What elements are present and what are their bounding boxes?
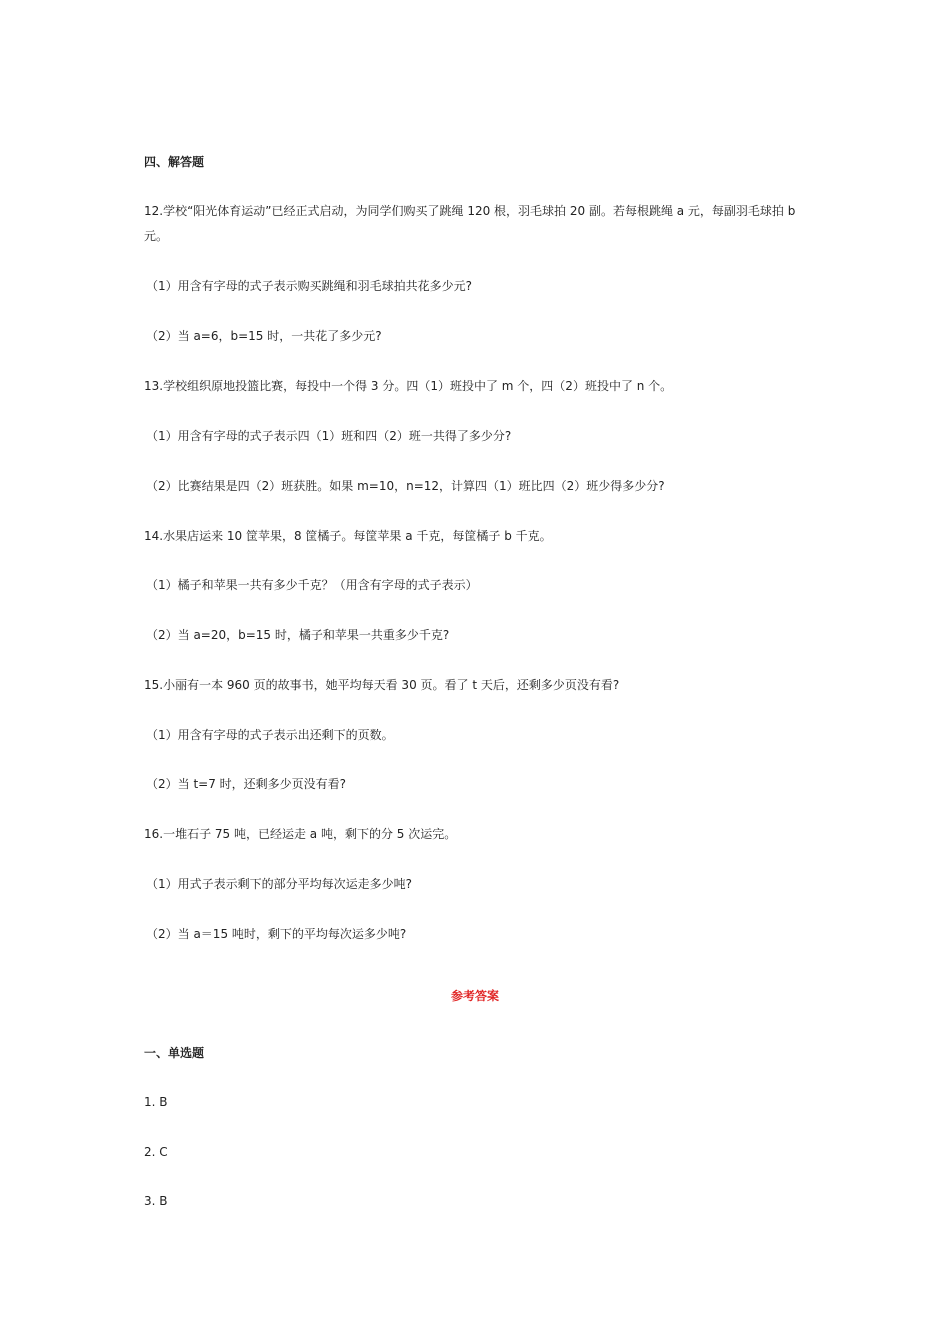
question-15-part-2: （2）当 t=7 时，还剩多少页没有看?	[146, 777, 347, 791]
question-12: 12.学校“阳光体育运动”已经正式启动，为同学们购买了跳绳 120 根，羽毛球拍 20 副。若每根跳绳 a 元，每副羽毛球拍 b 元。	[144, 204, 796, 243]
question-15: 15.小丽有一本 960 页的故事书，她平均每天看 30 页。看了 t 天后，还剩多少页没有看?	[144, 678, 620, 692]
answer-key-title: 参考答案	[450, 989, 499, 1003]
answer-item-3: 3. B	[144, 1194, 168, 1208]
question-13: 13.学校组织原地投篮比赛，每投中一个得 3 分。四（1）班投中了 m 个，四（2）班投中了 n 个。	[144, 379, 673, 393]
section-heading-solve: 四、解答题	[144, 155, 205, 169]
question-15-part-1: （1）用含有字母的式子表示出还剩下的页数。	[146, 728, 394, 742]
section-heading-single-choice: 一、单选题	[144, 1046, 205, 1060]
answer-item-1: 1. B	[144, 1095, 168, 1109]
question-12-part-2: （2）当 a=6，b=15 时，一共花了多少元?	[146, 329, 382, 343]
question-12-part-1: （1）用含有字母的式子表示购买跳绳和羽毛球拍共花多少元?	[146, 279, 473, 293]
question-14-part-1: （1）橘子和苹果一共有多少千克？（用含有字母的式子表示）	[146, 578, 478, 592]
question-14-part-2: （2）当 a=20，b=15 时，橘子和苹果一共重多少千克?	[146, 628, 450, 642]
answer-item-2: 2. C	[144, 1145, 168, 1159]
question-14: 14.水果店运来 10 筐苹果，8 筐橘子。每筐苹果 a 千克，每筐橘子 b 千克。	[144, 529, 552, 543]
question-13-part-2: （2）比赛结果是四（2）班获胜。如果 m=10，n=12，计算四（1）班比四（2）班少得多少分?	[146, 479, 665, 493]
question-16: 16.一堆石子 75 吨，已经运走 a 吨，剩下的分 5 次运完。	[144, 827, 457, 841]
question-13-part-1: （1）用含有字母的式子表示四（1）班和四（2）班一共得了多少分?	[146, 429, 512, 443]
question-16-part-2: （2）当 a＝15 吨时，剩下的平均每次运多少吨?	[146, 927, 407, 941]
question-16-part-1: （1）用式子表示剩下的部分平均每次运走多少吨?	[146, 877, 413, 891]
